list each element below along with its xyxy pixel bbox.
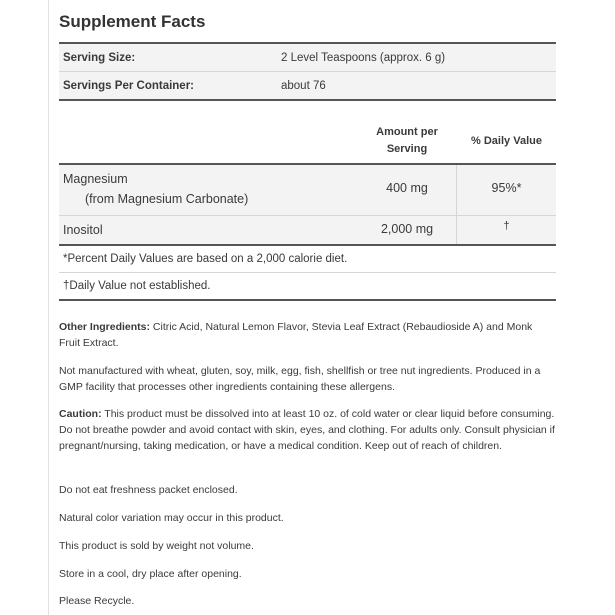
serving-size-value: 2 Level Teaspoons (approx. 6 g) [281, 52, 446, 64]
caution-statement [59, 406, 556, 454]
nutrients-section-divider [59, 244, 556, 246]
note-color-variation: Natural color variation may occur in this product. [59, 512, 284, 524]
nutrient-name: Magnesium [63, 172, 128, 186]
other-ingredients-text: Citric Acid, Natural Lemon Flavor, Stevia Leaf Extract (Rebaudioside A) and Monk Fruit Extract. [59, 321, 533, 349]
column-divider [456, 165, 457, 215]
nutrient-name: Inositol [63, 223, 103, 237]
page-left-border [48, 0, 49, 615]
note-sold-by-weight: This product is sold by weight not volume. [59, 540, 254, 552]
note-storage: Store in a cool, dry place after opening. [59, 568, 242, 580]
serving-section-divider [59, 99, 556, 101]
daily-value-header: % Daily Value [471, 135, 542, 147]
panel-bottom-divider [59, 299, 556, 301]
other-ingredients [59, 319, 556, 351]
allergen-statement: Not manufactured with wheat, gluten, soy, milk, egg, fish, shellfish or tree nut ingredients. Produced in a GMP facility that processes other ingredients containing these allergens. [59, 365, 541, 393]
note-recycle: Please Recycle. [59, 595, 135, 607]
serving-size-label: Serving Size: [63, 52, 136, 64]
daily-value-not-established-footnote: †Daily Value not established. [63, 280, 211, 292]
caution-label: Caution: [59, 408, 102, 420]
nutrient-source: (from Magnesium Carbonate) [85, 192, 249, 206]
nutrient-amount: 400 mg [386, 181, 428, 195]
panel-title: Supplement Facts [59, 12, 206, 31]
percent-daily-value-footnote: *Percent Daily Values are based on a 2,000 calorie diet. [63, 253, 348, 265]
nutrient-amount: 2,000 mg [380, 222, 434, 236]
footnote-divider [59, 272, 556, 273]
amount-header-line2: Serving [386, 143, 428, 155]
amount-header-line1: Amount per [376, 126, 438, 138]
column-divider [456, 216, 457, 244]
amount-per-serving-header [357, 124, 457, 158]
servings-per-container-value: about 76 [281, 80, 326, 92]
nutrient-daily-value: 95%* [491, 181, 522, 195]
servings-per-container-label: Servings Per Container: [63, 80, 195, 92]
caution-text: This product must be dissolved into at least 10 oz. of cold water or clear liquid before consuming. Do not breathe powder and avoid contact with skin, eyes, and clothing. For adults only. Consult physician if pregnant/nursing, taking medication, or have a medical condition. Keep out of reach of children. [59, 408, 555, 452]
note-freshness-packet: Do not eat freshness packet enclosed. [59, 484, 238, 496]
other-ingredients-label: Other Ingredients: [59, 321, 151, 333]
nutrient-daily-value: † [503, 220, 510, 232]
